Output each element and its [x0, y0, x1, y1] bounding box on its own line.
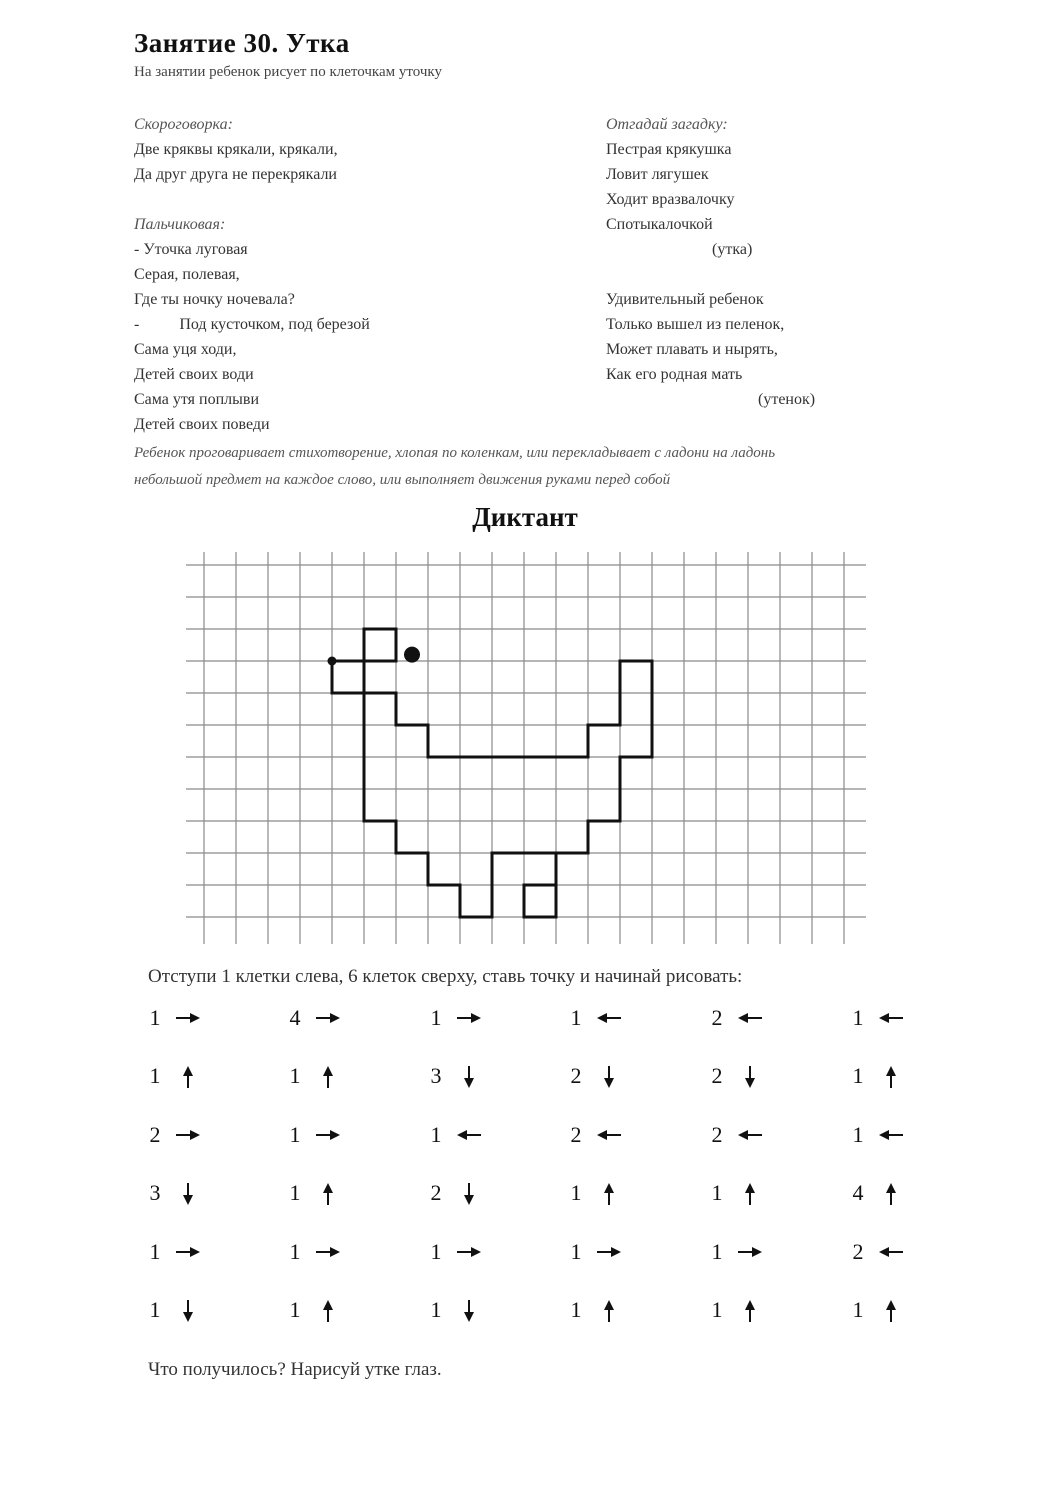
dictation-command: [569, 1061, 649, 1091]
arrow-up-icon: [597, 1300, 623, 1324]
arrow-right-icon: [457, 1008, 483, 1032]
riddle-line: Ловит лягушек: [606, 166, 709, 183]
step-count: 1: [289, 1122, 301, 1147]
dictation-command: [288, 1237, 368, 1267]
dictation-command: [569, 1295, 649, 1325]
dictation-command: [288, 1295, 368, 1325]
step-count: 1: [711, 1297, 723, 1322]
arrow-left-icon: [879, 1242, 905, 1266]
dictation-command: [710, 1237, 790, 1267]
dictation-command: [429, 1003, 509, 1033]
step-count: 1: [852, 1122, 864, 1147]
dictation-command: [288, 1061, 368, 1091]
arrow-down-icon: [457, 1300, 483, 1324]
command-row: [0, 1295, 1050, 1325]
step-count: 1: [570, 1297, 582, 1322]
command-row: [0, 1237, 1050, 1267]
dictation-command: [851, 1295, 931, 1325]
dictation-command: [710, 1295, 790, 1325]
dictation-command: [851, 1237, 931, 1267]
riddle-line: Может плавать и нырять,: [606, 341, 778, 358]
riddle-answer: (утенок): [758, 391, 816, 408]
dictation-command: [851, 1178, 931, 1208]
step-count: 2: [711, 1005, 723, 1030]
arrow-up-icon: [316, 1183, 342, 1207]
finger-game-line: Где ты ночку ночевала?: [134, 291, 295, 308]
final-question: Что получилось? Нарисуй утке глаз.: [148, 1359, 442, 1380]
dictation-command: [148, 1003, 228, 1033]
dictation-command: [710, 1120, 790, 1150]
dictation-command: [710, 1003, 790, 1033]
dictation-command: [429, 1061, 509, 1091]
dictation-title: Диктант: [472, 502, 578, 532]
lesson-subtitle: На занятии ребенок рисует по клеточкам уточку: [134, 64, 442, 80]
lesson-title: Занятие 30. Утка: [134, 28, 350, 58]
finger-game-line: Сама уця ходи,: [134, 341, 237, 358]
dictation-command: [569, 1178, 649, 1208]
arrow-right-icon: [316, 1008, 342, 1032]
articulation-line: Да друг друга не перекрякали: [134, 166, 337, 183]
dictation-command: [710, 1061, 790, 1091]
step-count: 1: [852, 1063, 864, 1088]
arrow-up-icon: [597, 1183, 623, 1207]
arrow-right-icon: [597, 1242, 623, 1266]
step-count: 4: [289, 1005, 301, 1030]
step-count: 2: [711, 1063, 723, 1088]
step-count: 3: [149, 1180, 161, 1205]
step-count: 2: [570, 1063, 582, 1088]
finger-game-line: - Уточка луговая: [134, 241, 248, 258]
step-count: 1: [570, 1180, 582, 1205]
step-count: 1: [430, 1297, 442, 1322]
arrow-up-icon: [879, 1300, 905, 1324]
step-count: 1: [852, 1297, 864, 1322]
riddle-line: Удивительный ребенок: [606, 291, 764, 308]
finger-game-heading: Пальчиковая:: [134, 216, 226, 233]
riddle-line: Ходит вразвалочку: [606, 191, 735, 208]
riddle-line: Только вышел из пеленок,: [606, 316, 785, 333]
graph-paper-grid: [186, 552, 866, 948]
finger-game-line: Детей своих поведи: [134, 416, 270, 433]
arrow-right-icon: [738, 1242, 764, 1266]
step-count: 2: [852, 1239, 864, 1264]
finger-game-line: Серая, полевая,: [134, 266, 240, 283]
step-count: 1: [289, 1239, 301, 1264]
instruction-note: [134, 440, 934, 494]
dictation-command: [569, 1003, 649, 1033]
step-count: 1: [430, 1239, 442, 1264]
command-row: [0, 1003, 1050, 1033]
step-count: 1: [149, 1005, 161, 1030]
arrow-left-icon: [879, 1125, 905, 1149]
arrow-down-icon: [738, 1066, 764, 1090]
dictation-command: [710, 1178, 790, 1208]
step-count: 1: [852, 1005, 864, 1030]
step-count: 1: [149, 1239, 161, 1264]
arrow-right-icon: [176, 1008, 202, 1032]
riddle-answer: (утка): [712, 241, 753, 258]
arrow-up-icon: [176, 1066, 202, 1090]
dictation-command: [288, 1003, 368, 1033]
duck-eye: [404, 647, 420, 663]
arrow-right-icon: [316, 1242, 342, 1266]
step-count: 1: [149, 1063, 161, 1088]
arrow-left-icon: [738, 1125, 764, 1149]
arrow-down-icon: [597, 1066, 623, 1090]
step-count: 2: [570, 1122, 582, 1147]
dictation-command: [148, 1120, 228, 1150]
step-count: 4: [852, 1180, 864, 1205]
arrow-up-icon: [879, 1066, 905, 1090]
arrow-left-icon: [879, 1008, 905, 1032]
dictation-command: [851, 1061, 931, 1091]
arrow-left-icon: [597, 1125, 623, 1149]
step-count: 2: [430, 1180, 442, 1205]
arrow-up-icon: [879, 1183, 905, 1207]
articulation-heading: Скороговорка:: [134, 116, 233, 133]
dictation-command: [569, 1120, 649, 1150]
dictation-command: [429, 1120, 509, 1150]
step-count: 1: [289, 1297, 301, 1322]
dictation-command: [148, 1178, 228, 1208]
arrow-right-icon: [176, 1242, 202, 1266]
dictation-command: [148, 1295, 228, 1325]
dictation-command: [288, 1178, 368, 1208]
finger-game-line: Сама утя поплыви: [134, 391, 260, 408]
arrow-right-icon: [316, 1125, 342, 1149]
step-count: 1: [570, 1239, 582, 1264]
dictation-command: [288, 1120, 368, 1150]
step-count: 2: [711, 1122, 723, 1147]
arrow-down-icon: [176, 1300, 202, 1324]
arrow-up-icon: [738, 1183, 764, 1207]
command-row: [0, 1061, 1050, 1091]
riddle-heading: Отгадай загадку:: [606, 116, 728, 133]
step-count: 2: [149, 1122, 161, 1147]
step-count: 1: [289, 1063, 301, 1088]
dictation-command: [569, 1237, 649, 1267]
step-count: 1: [711, 1180, 723, 1205]
arrow-down-icon: [457, 1066, 483, 1090]
command-row: [0, 1178, 1050, 1208]
note-line: Ребенок проговаривает стихотворение, хлопая по коленкам, или перекладывает с ладони на ладонь: [134, 445, 776, 461]
riddle-line: Как его родная мать: [606, 366, 743, 383]
riddle-line: Пестрая крякушка: [606, 141, 732, 158]
right-text-column: [606, 112, 936, 412]
dictation-command: [851, 1003, 931, 1033]
step-count: 1: [570, 1005, 582, 1030]
dictation-command: [429, 1295, 509, 1325]
dictation-command: [429, 1237, 509, 1267]
step-count: 3: [430, 1063, 442, 1088]
step-count: 1: [430, 1005, 442, 1030]
arrow-right-icon: [457, 1242, 483, 1266]
articulation-line: Две кряквы крякали, крякали,: [134, 141, 338, 158]
step-count: 1: [711, 1239, 723, 1264]
dictation-command: [148, 1061, 228, 1091]
step-count: 1: [289, 1180, 301, 1205]
arrow-up-icon: [316, 1300, 342, 1324]
arrow-left-icon: [457, 1125, 483, 1149]
note-line: небольшой предмет на каждое слово, или выполняет движения руками перед собой: [134, 472, 671, 488]
arrow-down-icon: [457, 1183, 483, 1207]
finger-game-line: - Под кусточком, под березой: [134, 316, 370, 333]
arrow-up-icon: [738, 1300, 764, 1324]
step-count: 1: [149, 1297, 161, 1322]
arrow-left-icon: [597, 1008, 623, 1032]
dictation-command: [851, 1120, 931, 1150]
dictation-instruction: Отступи 1 клетки слева, 6 клеток сверху, ставь точку и начинай рисовать:: [148, 966, 743, 987]
start-dot: [328, 657, 337, 666]
finger-game-line: Детей своих води: [134, 366, 254, 383]
arrow-right-icon: [176, 1125, 202, 1149]
dictation-command: [148, 1237, 228, 1267]
step-count: 1: [430, 1122, 442, 1147]
command-row: [0, 1120, 1050, 1150]
left-text-column: [134, 112, 574, 437]
arrow-down-icon: [176, 1183, 202, 1207]
dictation-command: [429, 1178, 509, 1208]
riddle-line: Спотыкалочкой: [606, 216, 713, 233]
arrow-up-icon: [316, 1066, 342, 1090]
arrow-left-icon: [738, 1008, 764, 1032]
